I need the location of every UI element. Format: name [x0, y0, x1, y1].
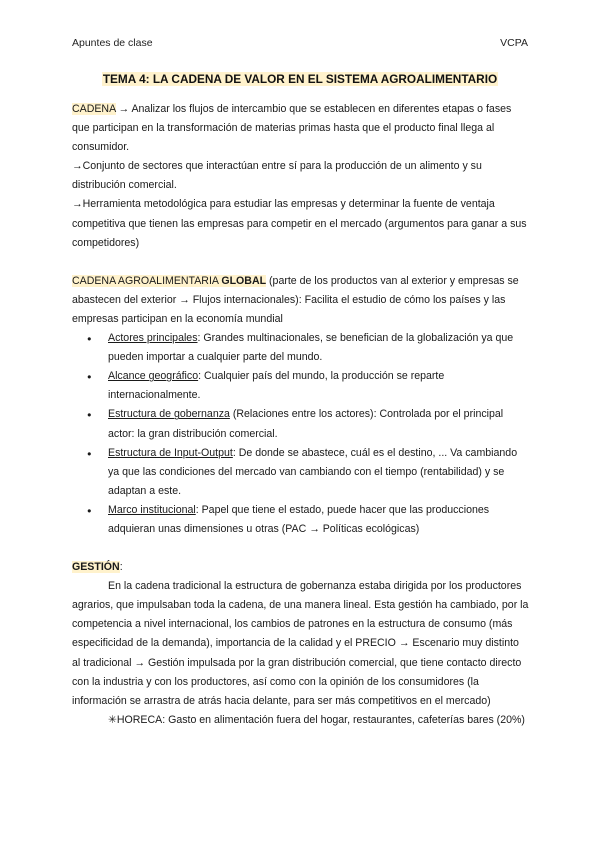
list-item-text: : Grandes multinacionales, se benefician de la globalización ya que pueden importar a cualquier parte del mundo. — [108, 332, 514, 364]
list-item — [72, 405, 530, 443]
horeca-note: ✳HORECA: Gasto en alimentación fuera del hogar, restaurantes, cafeterías bares (20%) — [108, 713, 525, 726]
spacer — [72, 253, 530, 272]
list-item — [72, 501, 530, 539]
global-term-text: CADENA AGROALIMENTARIA — [72, 274, 219, 287]
cadena-term: CADENA — [72, 103, 116, 115]
list-item-text: : De donde se abastece, cuál es el destino, ... Va cambiando ya que las condiciones del mercado van cambiando con el tiempo (rentabilidad) y se adaptan a este. — [108, 446, 518, 497]
page-title-text: TEMA 4: LA CADENA DE VALOR EN EL SISTEMA AGROALIMENTARIO — [102, 72, 498, 86]
list-item-text: : Papel que tiene el estado, puede hacer que las producciones adquieran unas dimensiones u otras (PAC → Políticas ecológicas) — [108, 503, 490, 535]
cadena-def-3: →Herramienta metodológica para estudiar las empresas y determinar la fuente de ventaja competitiva que tienen las empresas para competir en el mercado (argumentos para ganar a sus competidores) — [72, 198, 527, 249]
list-item-text: : Cualquier país del mundo, la producción se reparte internacionalmente. — [108, 370, 445, 402]
gestion-title: GESTIÓN — [72, 561, 120, 574]
list-item — [72, 367, 530, 405]
list-item-label: Estructura de gobernanza — [108, 408, 230, 421]
spacer — [72, 539, 530, 558]
global-paragraph — [72, 272, 530, 329]
cadena-paragraph — [72, 100, 530, 157]
header-left: Apuntes de clase — [72, 37, 153, 49]
page-title — [0, 72, 600, 86]
global-list — [72, 329, 530, 539]
list-item-label: Marco institucional — [108, 503, 196, 516]
list-item — [72, 329, 530, 367]
list-item-text: (Relaciones entre los actores): Controlada por el principal actor: la gran distribución comercial. — [108, 408, 504, 440]
header-right: VCPA — [500, 37, 528, 49]
gestion-paragraph: En la cadena tradicional la estructura de gobernanza estaba dirigida por los productores agrarios, que impulsaban toda la cadena, de una manera lineal. Esta gestión ha cambiado, por la competencia a nivel internacional, los cambios de patrones en la estructura de consumo (más especificidad de la demanda), importancia de la calidad y el PRECIO → Escenario muy distinto al tradicional → Gestión impulsada por la gran distribución comercial, que tiene contacto directo con la industria y con los productores, así como con la opinión de los consumidores (la información se arrastra de atrás hacia delante, para ser más competitivos en el mercado) — [72, 580, 529, 707]
gestion-heading — [72, 558, 530, 577]
global-term — [72, 275, 266, 287]
document-body — [72, 100, 530, 730]
cadena-def-2: →Conjunto de sectores que interactúan entre sí para la producción de un alimento y su distribución comercial. — [72, 160, 482, 192]
global-def: (parte de los productos van al exterior y empresas se abastecen del exterior → Flujos internacionales): Facilita el estudio de cómo los países y las empresas participan en la economía mundial — [72, 274, 519, 325]
list-item — [72, 444, 530, 501]
gestion-colon: : — [119, 561, 123, 574]
global-term-bold: GLOBAL — [221, 274, 267, 287]
list-item-label: Estructura de Input-Output — [108, 446, 233, 459]
list-item-label: Actores principales — [108, 332, 198, 345]
list-item-label: Alcance geográfico — [108, 370, 199, 383]
cadena-def-1: → Analizar los flujos de intercambio que se establecen en diferentes etapas o fases que participan en la transformación de materias primas hasta que el producto final llega al consumidor. — [72, 103, 512, 154]
